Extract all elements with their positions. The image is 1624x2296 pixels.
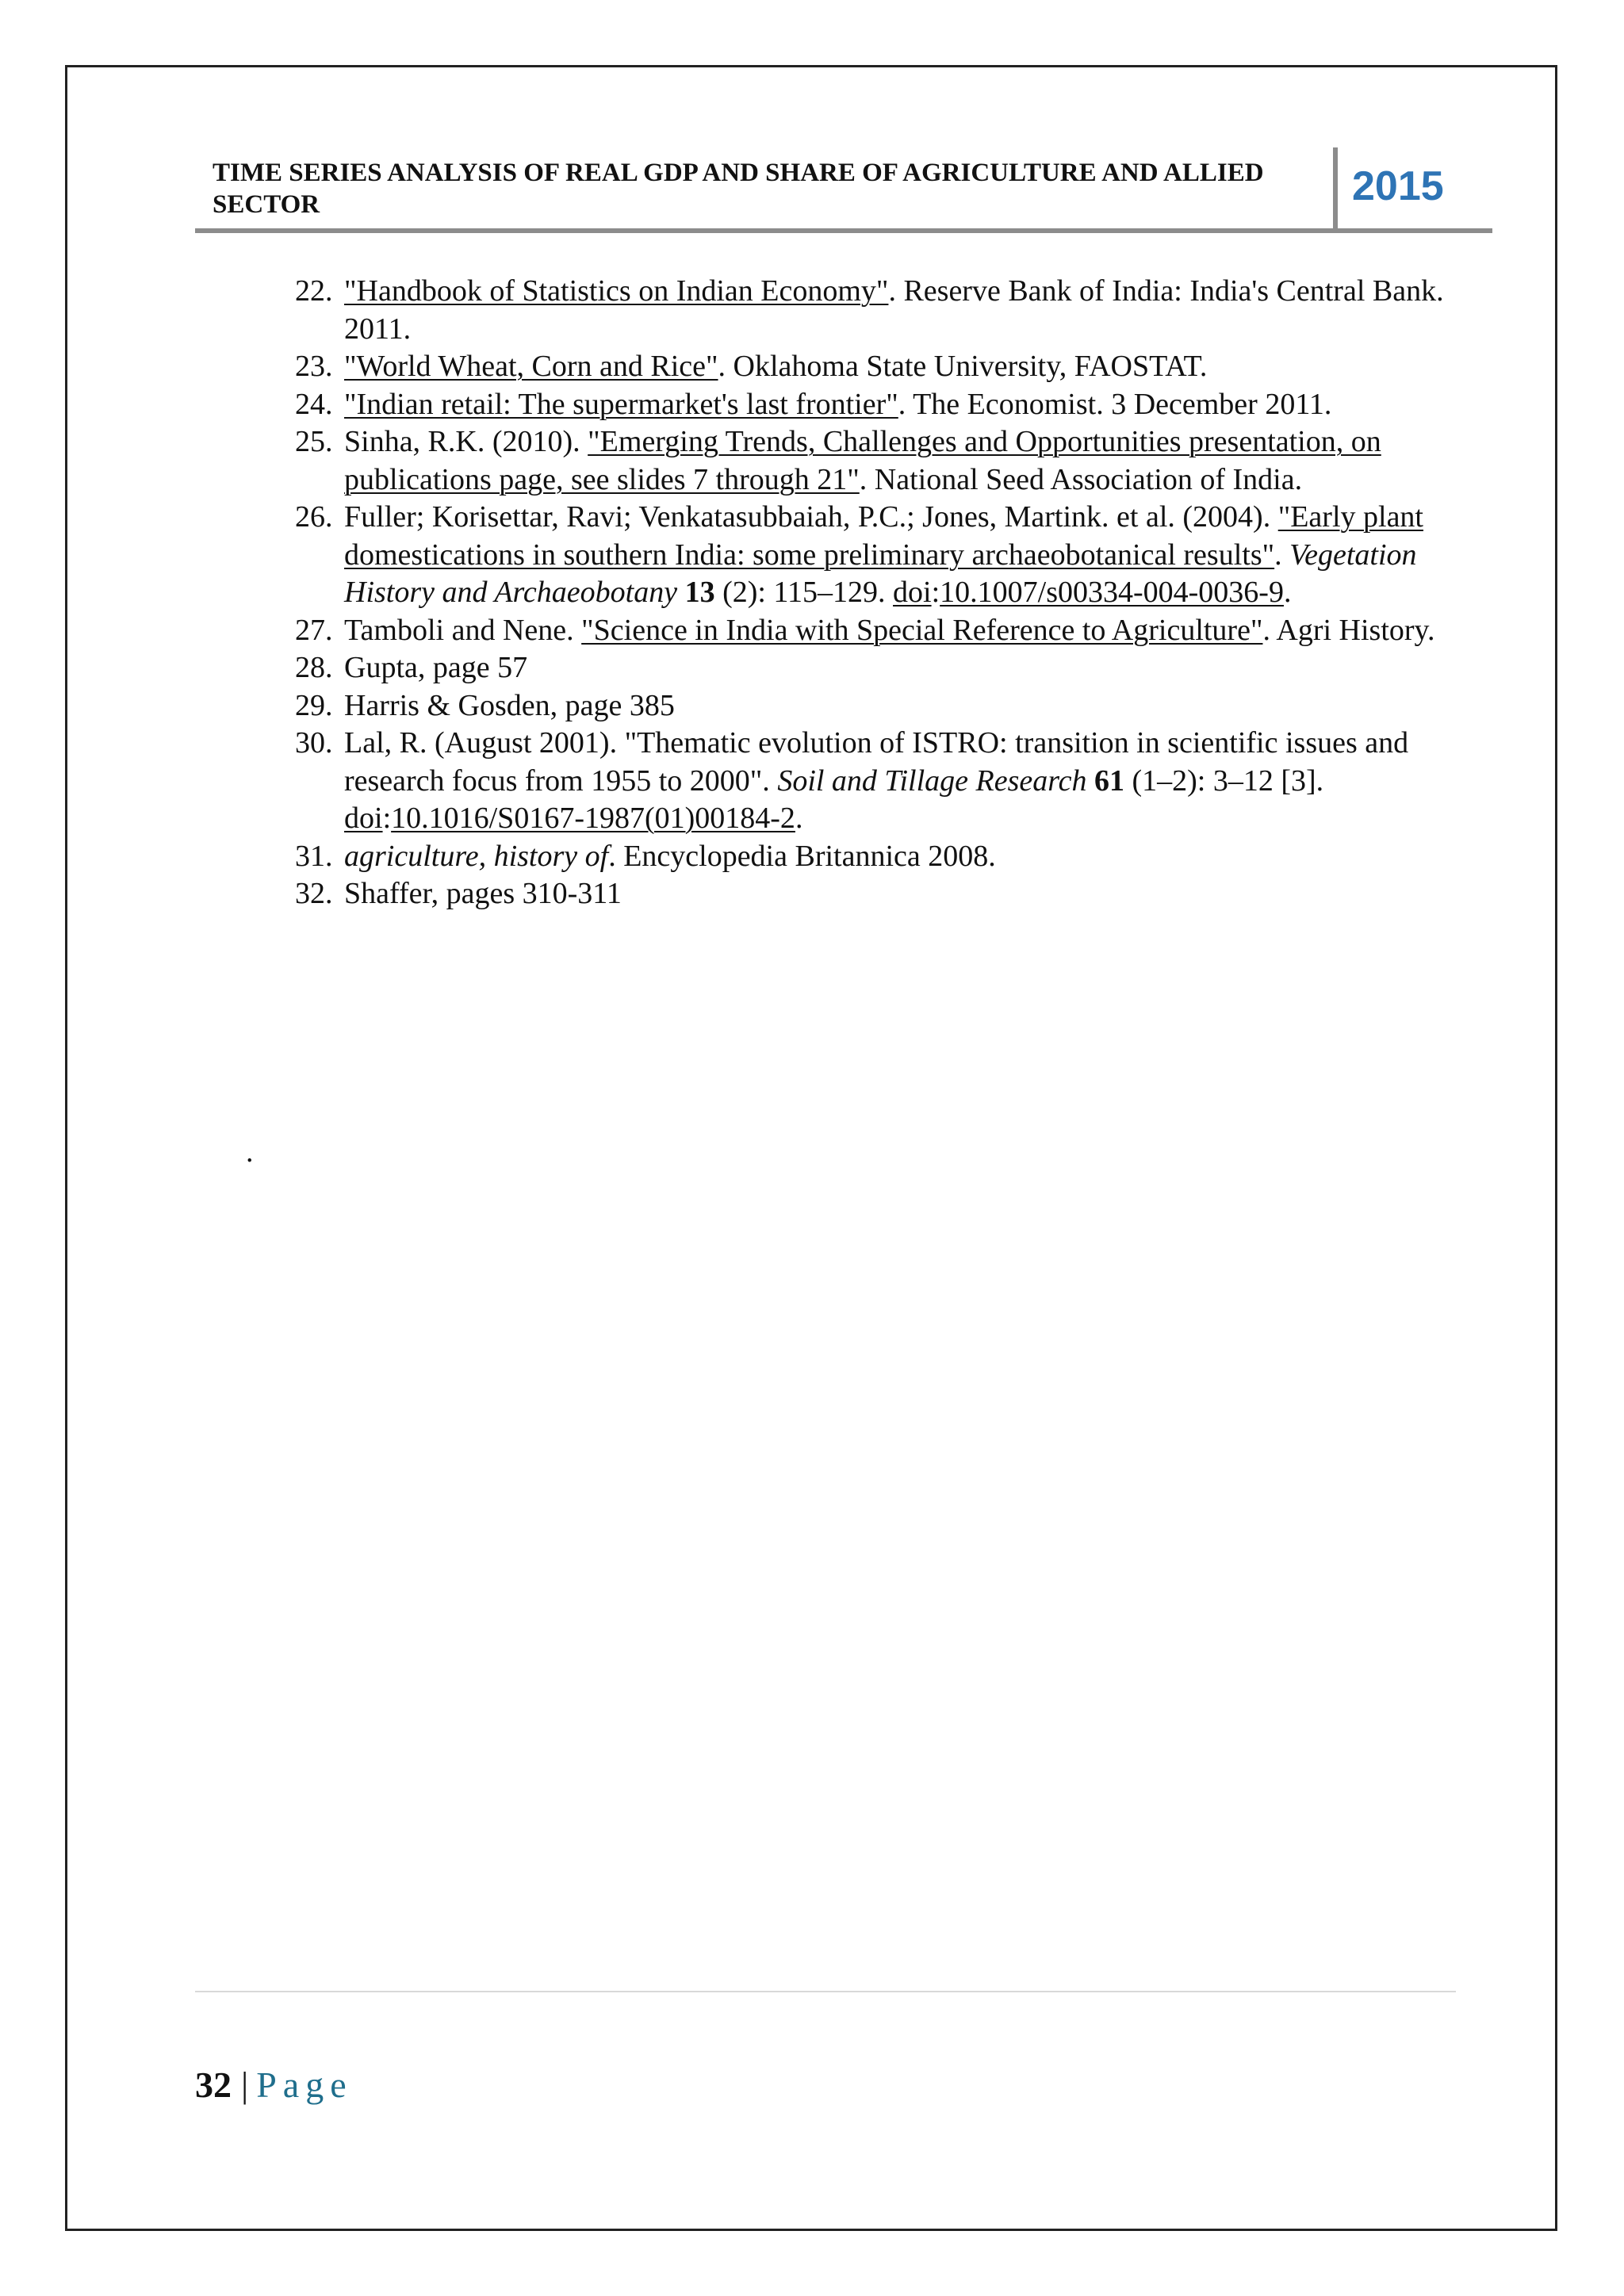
reference-link[interactable]: "Handbook of Statistics on Indian Economy" [344, 274, 889, 308]
reference-text: Lal, R. (August 2001). "Thematic evolution of ISTRO: transition in scientific issues and research focus from 1955 to 2000". [344, 726, 1409, 798]
reference-link[interactable]: "Early plant domestications in southern India: some preliminary archaeobotanical results" [344, 500, 1423, 572]
page-number: 32 [195, 2064, 232, 2105]
reference-item [295, 725, 1461, 838]
reference-link[interactable]: 10.1007/s00334-004-0036-9 [940, 576, 1284, 609]
reference-link[interactable]: doi [893, 576, 932, 609]
reference-item [295, 273, 1461, 348]
reference-number: 27. [295, 613, 333, 647]
footer-divider [195, 1991, 1456, 1992]
reference-number: 26. [295, 500, 333, 534]
reference-text: : [931, 576, 940, 609]
header-divider-horizontal [195, 228, 1492, 233]
reference-item [295, 423, 1461, 499]
reference-text: Tamboli and Nene. [344, 613, 582, 647]
reference-volume: 13 [684, 576, 715, 609]
reference-link[interactable]: "Science in India with Special Reference to Agriculture" [581, 613, 1263, 647]
reference-item [295, 386, 1461, 424]
reference-item [295, 499, 1461, 612]
reference-italic-text: agriculture, history of [344, 839, 609, 873]
footer-separator: | [241, 2064, 249, 2105]
page-label: Page [256, 2064, 353, 2105]
reference-item [295, 612, 1461, 650]
reference-text: . The Economist. 3 December 2011. [898, 387, 1332, 421]
reference-text: . Encyclopedia Britannica 2008. [608, 839, 996, 873]
reference-number: 25. [295, 425, 333, 458]
reference-text: Gupta, page 57 [344, 651, 528, 684]
reference-item [295, 875, 1461, 913]
reference-link[interactable]: "Indian retail: The supermarket's last frontier" [344, 387, 898, 421]
reference-italic-text: Vegetation History and Archaeobotany [344, 538, 1417, 609]
reference-number: 23. [295, 350, 333, 383]
reference-link[interactable]: 10.1016/S0167-1987(01)00184-2 [391, 802, 795, 835]
reference-item [295, 348, 1461, 386]
reference-number: 32. [295, 877, 333, 910]
header-divider-vertical [1333, 147, 1338, 230]
reference-text: Sinha, R.K. (2010). [344, 425, 588, 458]
reference-link[interactable]: doi [344, 802, 383, 835]
reference-italic-text: Soil and Tillage Research [777, 763, 1087, 798]
reference-text: . [1274, 538, 1290, 572]
reference-text: Harris & Gosden, page 385 [344, 688, 675, 722]
reference-text: . [795, 802, 803, 835]
reference-text: . Reserve Bank of India: India's Central Bank. 2011. [344, 274, 1444, 346]
reference-link[interactable]: "World Wheat, Corn and Rice" [344, 350, 718, 383]
reference-text: . Oklahoma State University, FAOSTAT. [718, 350, 1208, 383]
header-title: TIME SERIES ANALYSIS OF REAL GDP AND SHARE OF AGRICULTURE AND ALLIED SECTOR [213, 159, 1264, 219]
stray-dot: . [246, 1135, 254, 1169]
reference-text: . [1283, 576, 1292, 609]
reference-number: 31. [295, 839, 333, 873]
reference-text [1086, 764, 1094, 798]
reference-number: 29. [295, 688, 333, 722]
reference-text: Shaffer, pages 310-311 [344, 877, 622, 910]
reference-number: 30. [295, 726, 333, 760]
reference-item [295, 838, 1461, 876]
reference-text: . Agri History. [1262, 613, 1435, 647]
reference-link[interactable]: "Emerging Trends, Challenges and Opportunities presentation, on publications page, see slides 7 through 21" [344, 425, 1381, 496]
reference-text [677, 576, 685, 609]
reference-text: Fuller; Korisettar, Ravi; Venkatasubbaiah, P.C.; Jones, Martink. et al. (2004). [344, 500, 1278, 534]
reference-item [295, 687, 1461, 725]
reference-list [295, 273, 1461, 913]
reference-text: : [382, 802, 392, 835]
reference-text: (2): 115–129. [714, 576, 894, 609]
reference-text: . National Seed Association of India. [859, 462, 1303, 496]
reference-text: (1–2): 3–12 [3]. [1124, 763, 1324, 798]
reference-volume: 61 [1094, 763, 1124, 798]
reference-number: 28. [295, 651, 333, 684]
reference-number: 24. [295, 387, 333, 421]
page-footer [195, 2061, 353, 2109]
reference-item [295, 649, 1461, 687]
reference-number: 22. [295, 274, 333, 308]
header-year: 2015 [1352, 163, 1444, 209]
